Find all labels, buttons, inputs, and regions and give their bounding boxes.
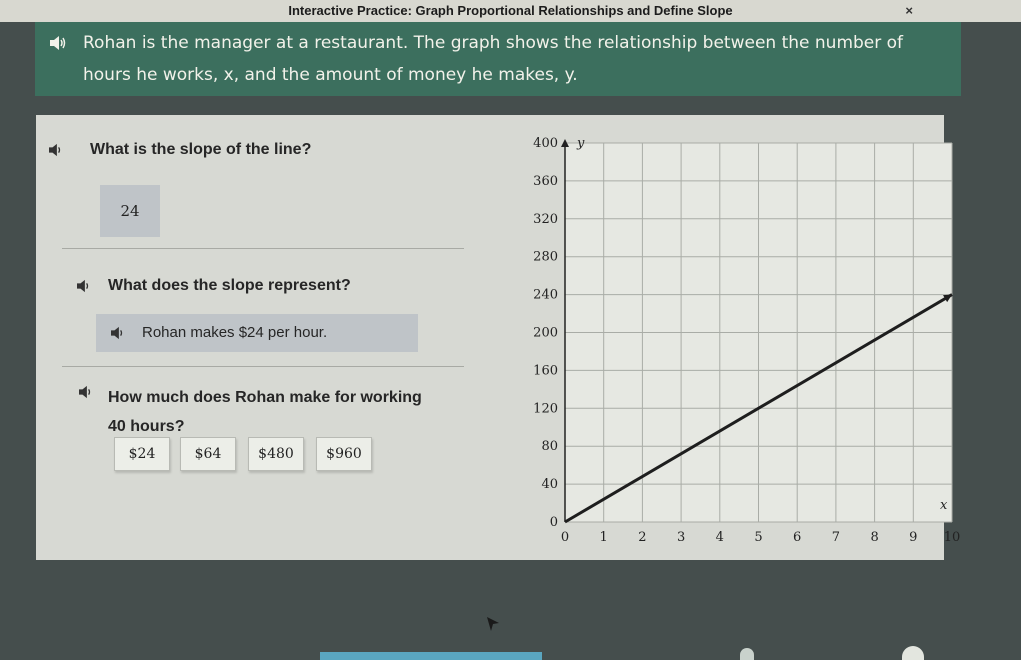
y-tick-label: 280 bbox=[533, 249, 558, 265]
speaker-icon[interactable] bbox=[49, 35, 67, 51]
divider bbox=[62, 248, 464, 249]
y-tick-label: 400 bbox=[533, 136, 558, 151]
y-tick-label: 120 bbox=[533, 401, 558, 417]
window-title: Interactive Practice: Graph Proportional Relationships and Define Slope bbox=[288, 3, 733, 18]
title-bar bbox=[0, 0, 1021, 22]
mouse-cursor-icon bbox=[487, 617, 499, 631]
y-tick-label: 160 bbox=[533, 363, 558, 379]
problem-text-line2: hours he works, x, and the amount of money he makes, y. bbox=[83, 65, 578, 85]
choice-button[interactable]: $64 bbox=[180, 437, 236, 471]
x-tick-label: 0 bbox=[560, 530, 570, 545]
choice-button[interactable]: $24 bbox=[114, 437, 170, 471]
slope-meaning-answer-box[interactable] bbox=[96, 314, 418, 352]
x-tick-label: 8 bbox=[870, 530, 879, 545]
y-tick-label: 200 bbox=[533, 325, 558, 341]
settings-button[interactable] bbox=[902, 646, 924, 660]
x-tick-label: 3 bbox=[676, 530, 686, 545]
question-panel bbox=[36, 115, 961, 560]
speaker-icon[interactable] bbox=[76, 279, 92, 293]
close-icon[interactable]: × bbox=[905, 3, 913, 18]
speaker-icon[interactable] bbox=[78, 385, 94, 399]
question-text-line2: 40 hours? bbox=[108, 418, 185, 435]
x-axis-label: x bbox=[940, 498, 948, 513]
question-earnings-40-hours bbox=[78, 383, 428, 441]
x-tick-label: 10 bbox=[943, 530, 961, 545]
y-axis-label: y bbox=[577, 136, 585, 151]
y-tick-label: 360 bbox=[533, 173, 558, 189]
question-slope bbox=[48, 141, 311, 159]
proportional-graph bbox=[472, 131, 961, 559]
y-tick-label: 80 bbox=[541, 439, 558, 455]
pause-button[interactable] bbox=[740, 648, 754, 660]
x-tick-label: 1 bbox=[599, 530, 608, 545]
progress-bar bbox=[320, 652, 542, 660]
x-tick-label: 7 bbox=[831, 530, 841, 545]
answer-text: Rohan makes $24 per hour. bbox=[142, 324, 328, 341]
problem-banner bbox=[35, 22, 961, 96]
slope-answer-box[interactable]: 24 bbox=[100, 185, 160, 237]
x-tick-label: 2 bbox=[638, 530, 647, 545]
x-tick-label: 9 bbox=[909, 530, 918, 545]
question-slope-meaning bbox=[76, 277, 351, 295]
problem-text-line1: Rohan is the manager at a restaurant. The graph shows the relationship between the number of bbox=[83, 33, 904, 53]
choice-button[interactable]: $960 bbox=[316, 437, 372, 471]
y-tick-label: 240 bbox=[533, 287, 558, 303]
divider bbox=[62, 366, 464, 367]
y-tick-label: 40 bbox=[541, 477, 558, 493]
speaker-icon[interactable] bbox=[48, 143, 64, 157]
question-text-line1: How much does Rohan make for working bbox=[108, 389, 422, 406]
x-tick-label: 4 bbox=[715, 530, 724, 545]
y-tick-label: 0 bbox=[549, 515, 558, 530]
x-tick-label: 6 bbox=[793, 530, 802, 545]
question-text: What is the slope of the line? bbox=[90, 141, 312, 158]
choice-button[interactable]: $480 bbox=[248, 437, 304, 471]
speaker-icon[interactable] bbox=[110, 326, 126, 340]
question-text: What does the slope represent? bbox=[108, 277, 351, 294]
x-tick-label: 5 bbox=[754, 530, 763, 545]
y-tick-label: 320 bbox=[533, 211, 558, 227]
